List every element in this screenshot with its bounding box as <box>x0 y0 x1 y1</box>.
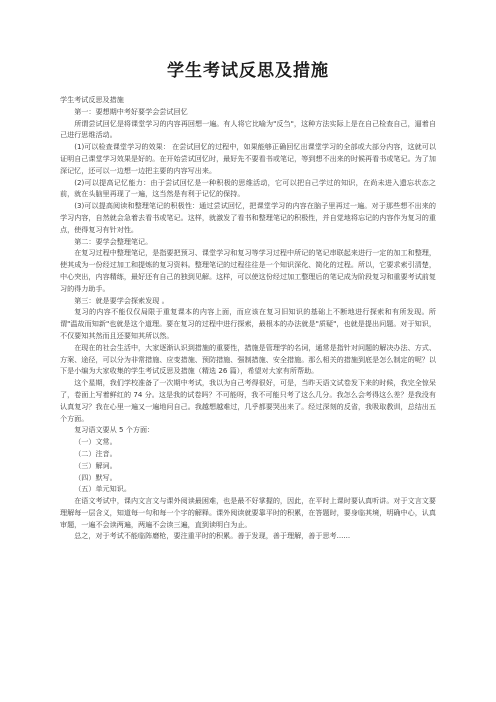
list-intro: 复习语文要从 5 个方面： <box>74 425 155 435</box>
list-item: （一）文常。 <box>74 437 117 447</box>
paragraph: 在复习过程中整理笔记，是指要把预习、课堂学习和复习等学习过程中所记的笔记串联起来进行一定的加工和整理，使其成为一份经过加工和提炼的复习资料。整理笔记的过程往往是一个知识深化、简化的过程。所以，它要求索引清楚，中心突出，内容精练，最好还有自己的独到见解。这样，可以使这份经过加工整理后的笔记成为阶段复习和重要考试前复习的得力助手。 <box>60 248 436 293</box>
paragraph: 复习的内容不能仅仅局限于重复课本的内容上面，而应该在复习旧知识的基础上不断地进行探索和有所发现。所谓"温故而知新"也就是这个道理。要在复习的过程中进行探索，最根本的办法就是"质疑"，也就是提出问题。对于知识，不仅要知其然而且还要知其所以然。 <box>60 307 436 340</box>
list-item: （四）默写。 <box>74 472 117 482</box>
paragraph: 在语文考试中，课内文言文与课外阅读最困难，也是最不好掌握的，因此，在平时上课时要认真听讲。对于文言文要理解每一层含义，知道每一句和每一个字的解释。课外阅读就要靠平时的积累，在答题时，要身临其境，明确中心，认真审题，一遍不会读两遍，两遍不会读三遍，直到读明白为止。 <box>60 496 436 529</box>
paragraph: 这个星期，我们学校准备了一次期中考试，我以为自己考得很好，可是，当昨天语文试卷发下来的时候，我完全惊呆了，卷面上写着鲜红的 74 分。这是我的试卷吗？不可能呀，我不可能只考了这么几分。我怎么会考得这么差？是我没有认真复习？我在心里一遍又一遍地问自己。我越想越难过，几乎都要哭出来了。经过深刻的反省，我吸取教训，总结出五个方面。 <box>60 378 436 423</box>
list-item: （五）单元知识。 <box>74 484 131 494</box>
paragraph: 在现在的社会生活中，大家逐渐认识到措施的重要性，措施是管理学的名词，通常是指针对问题的解决办法、方式、方案、途径，可以分为非常措施、应变措施、预防措施、强制措施、安全措施。那么相关的措施到底是怎么制定的呢？以下是小编为大家收集的学生考试反思及措施（精选 26 篇），希望对大家有所帮助。 <box>60 342 436 376</box>
subtitle-line: 学生考试反思及措施 <box>60 95 124 104</box>
paragraph: (2)可以提高记忆能力：由于尝试回忆是一种积极的思维活动，它可以把自己学过的知识，在尚未进入遗忘状态之前，就在头脑里再现了一遍，这当然是有利于记忆的保持。 <box>60 177 436 199</box>
document-body <box>60 94 436 542</box>
page-title: 学生考试反思及措施 <box>167 61 329 81</box>
paragraph: 所谓尝试回忆是将课堂学习的内容再回想一遍。有人将它比喻为"反刍"，这种方法实际上是在自己检查自己，逼着自己进行思维活动。 <box>60 118 436 140</box>
section-heading: 第一：要想期中考好要学会尝试回忆 <box>74 106 188 116</box>
list-item: （三）解词。 <box>74 460 117 470</box>
section-heading: 第二：要学会整理笔记。 <box>74 236 153 246</box>
list-item: （二）注音。 <box>74 448 117 458</box>
paragraph: (3)可以提高阅读和整理笔记的积极性：通过尝试回忆，把课堂学习的内容在脑子里再过一遍。对于那些想不出来的学习内容，自然就会急着去看书或笔记。这样，就激发了看书和整理笔记的积极性，并自觉地将忘记的内容作为复习的重点，使得复习有针对性。 <box>60 201 436 234</box>
section-heading: 第三：就是要学会探索发现 。 <box>74 295 169 305</box>
paragraph: 总之，对于考试不能临阵磨枪，要注重平时的积累。善于发现，善于理解，善于思考...... <box>74 531 351 541</box>
paragraph: (1)可以检查课堂学习的效果： 在尝试回忆的过程中，如果能够正确回忆出课堂学习的全部或大部分内容，这就可以证明自己课堂学习效果是好的。在开始尝试回忆时，最好先不要看书或笔记，等到想不出来的时候再看书或笔记。为了加深记忆，还可以一边想一边把主要的内容写出来。 <box>60 142 436 175</box>
